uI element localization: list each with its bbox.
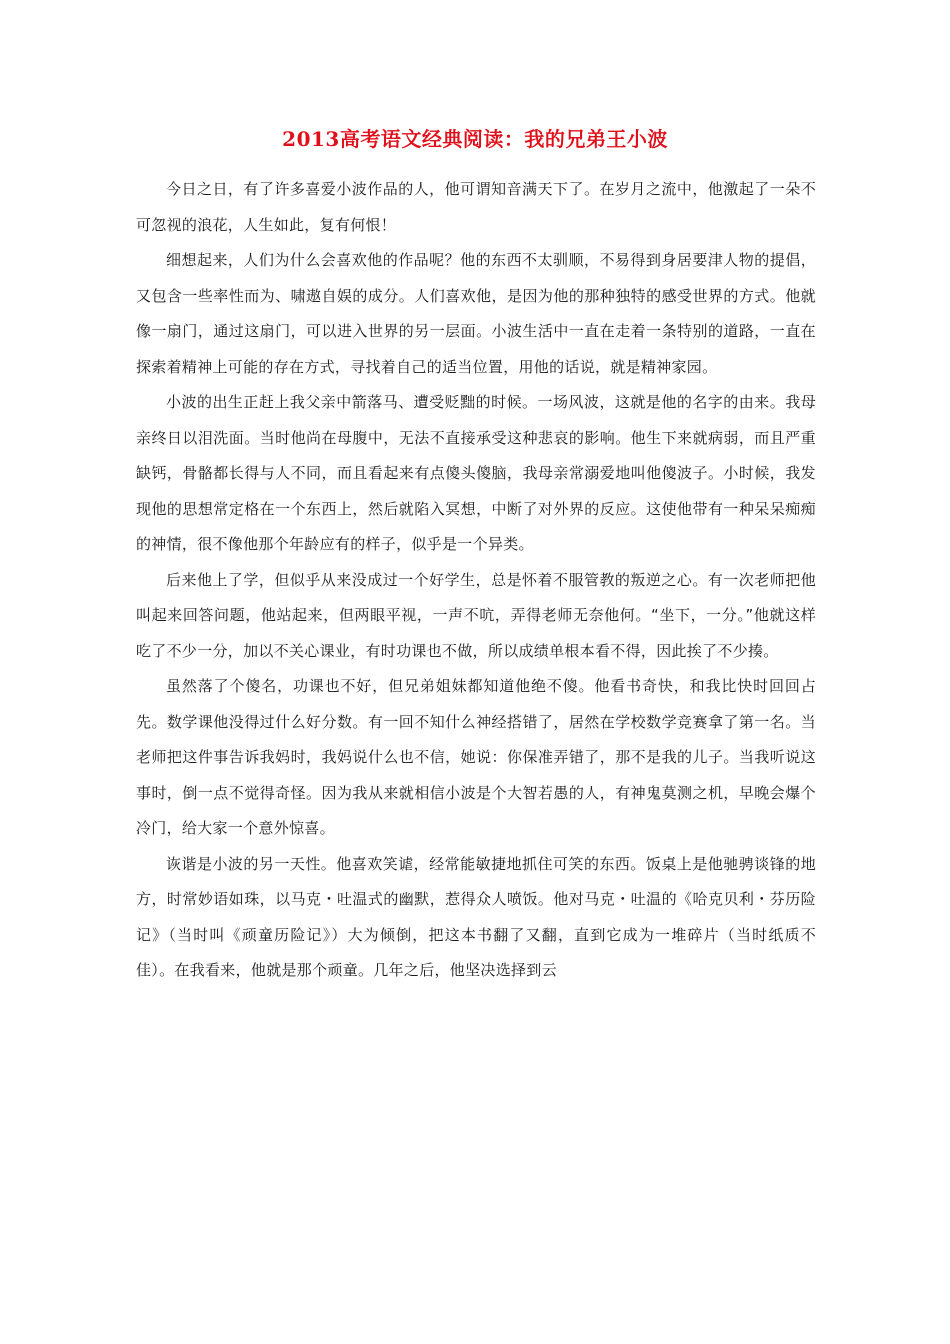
document-title: 2013高考语文经典阅读：我的兄弟王小波 bbox=[282, 127, 668, 151]
paragraph: 小波的出生正赶上我父亲中箭落马、遭受贬黜的时候。一场风波，这就是他的名字的由来。我母亲终日以泪洗面。当时他尚在母腹中，无法不直接承受这种悲哀的影响。他生下来就病弱，而且严重缺钙，骨骼都长得与人不同，而且看起来有点傻头傻脑，我母亲常溺爱地叫他傻波子。小时候，我发现他的思想常定格在一个东西上，然后就陷入冥想，中断了对外界的反应。这使他带有一种呆呆痴痴的神情，很不像他那个年龄应有的样子，似乎是一个异类。 bbox=[136, 393, 816, 553]
paragraph: 今日之日，有了许多喜爱小波作品的人，他可谓知音满天下了。在岁月之流中，他激起了一朵不可忽视的浪花，人生如此，复有何恨！ bbox=[136, 180, 816, 234]
paragraph: 虽然落了个傻名，功课也不好，但兄弟姐妹都知道他绝不傻。他看书奇快，和我比快时回回占先。数学课他没得过什么好分数。有一回不知什么神经搭错了，居然在学校数学竞赛拿了第一名。当老师把这件事告诉我妈时，我妈说什么也不信，她说：你保准弄错了，那不是我的儿子。当我听说这事时，倒一点不觉得奇怪。因为我从来就相信小波是个大智若愚的人，有神鬼莫测之机，早晚会爆个冷门，给大家一个意外惊喜。 bbox=[136, 677, 816, 837]
paragraph: 细想起来，人们为什么会喜欢他的作品呢？他的东西不太驯顺，不易得到身居要津人物的提倡，又包含一些率性而为、啸遨自娱的成分。人们喜欢他，是因为他的那种独特的感受世界的方式。他就像一扇门，通过这扇门，可以进入世界的另一层面。小波生活中一直在走着一条特别的道路，一直在探索着精神上可能的存在方式，寻找着自己的适当位置，用他的话说，就是精神家园。 bbox=[136, 251, 816, 376]
document-body bbox=[136, 172, 816, 989]
paragraph: 诙谐是小波的另一天性。他喜欢笑谑，经常能敏捷地抓住可笑的东西。饭桌上是他驰骋谈锋的地方，时常妙语如珠，以马克・吐温式的幽默，惹得众人喷饭。他对马克・吐温的《哈克贝利・芬历险记》（当时叫《顽童历险记》）大为倾倒，把这本书翻了又翻，直到它成为一堆碎片（当时纸质不佳）。在我看来，他就是那个顽童。几年之后，他坚决选择到云 bbox=[136, 854, 816, 979]
paragraph: 后来他上了学，但似乎从来没成过一个好学生，总是怀着不服管教的叛逆之心。有一次老师把他叫起来回答问题，他站起来，但两眼平视，一声不吭，弄得老师无奈他何。“坐下，一分。”他就这样吃了不少一分，加以不关心课业，有时功课也不做，所以成绩单根本看不得，因此挨了不少揍。 bbox=[136, 570, 816, 660]
